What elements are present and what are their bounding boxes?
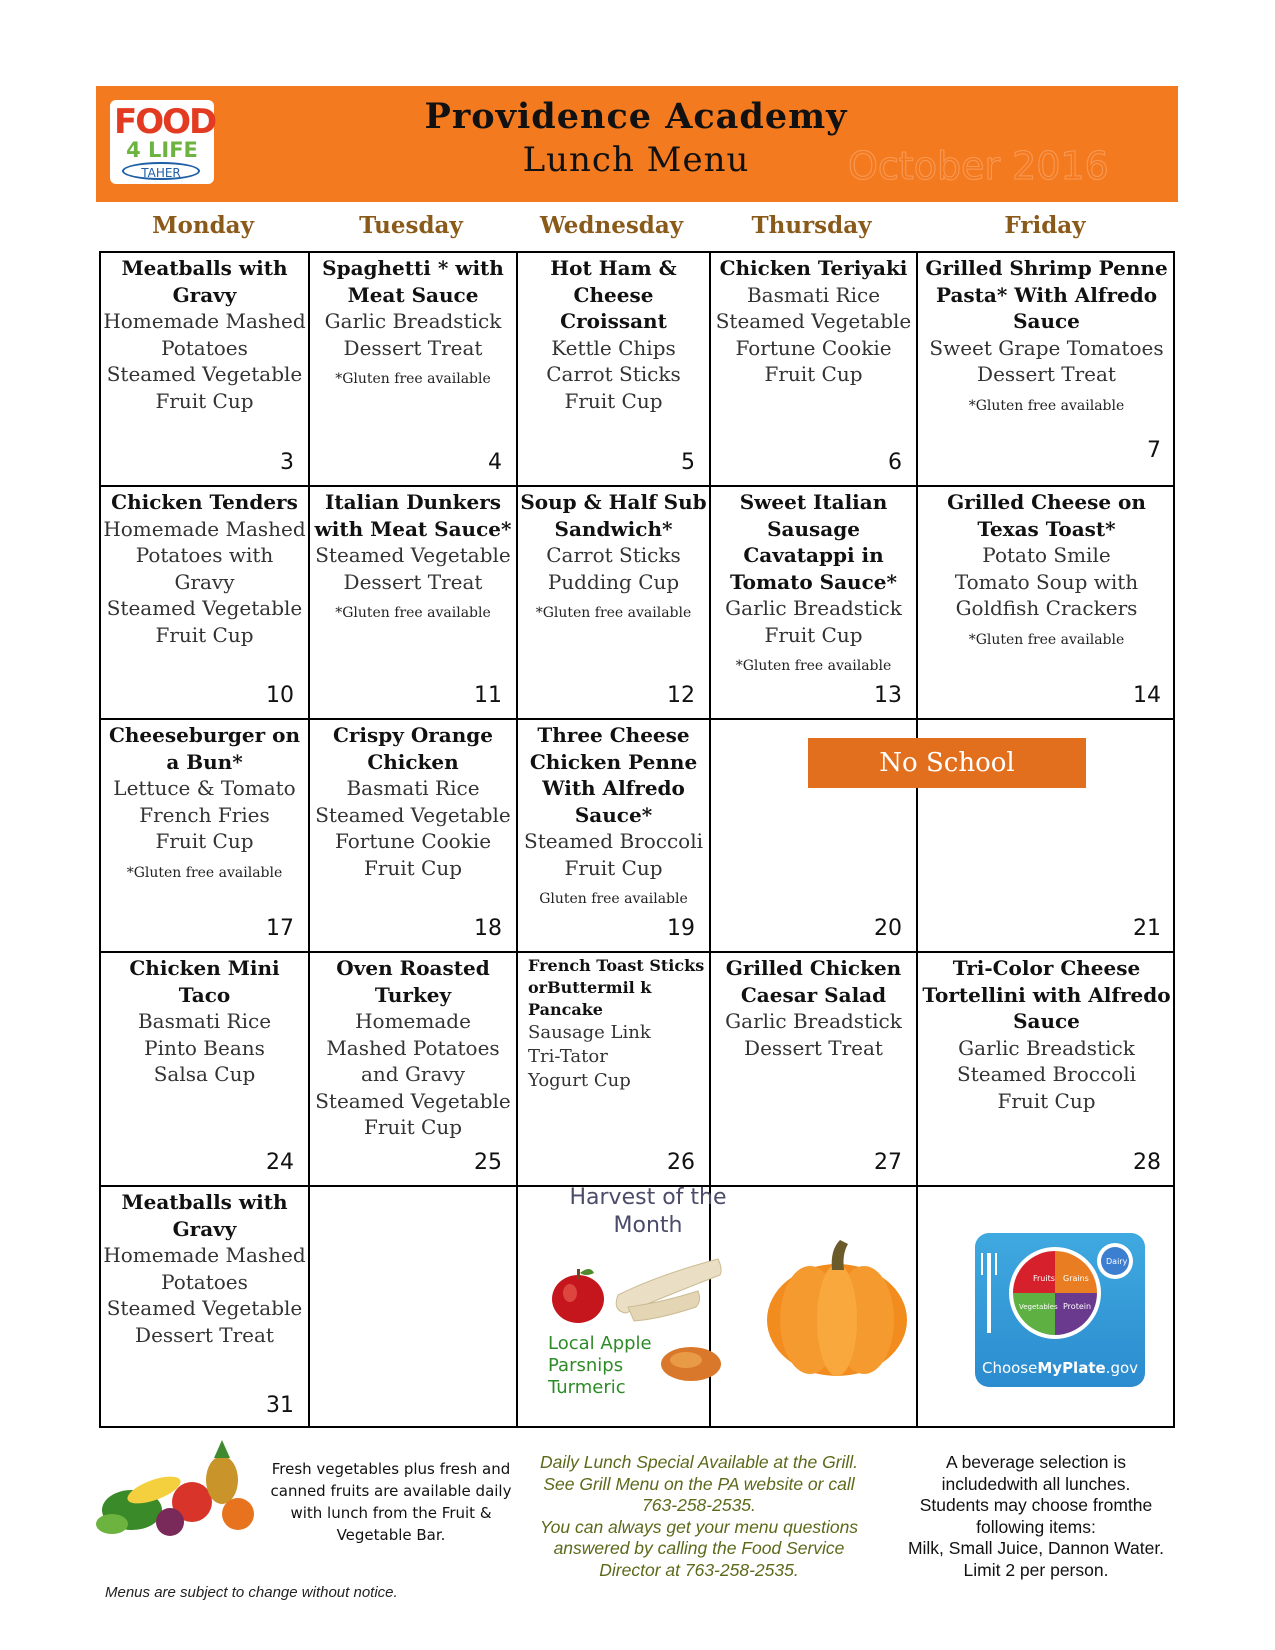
- menu-cell: [101, 720, 308, 951]
- side-item: Fruit Cup: [155, 622, 254, 647]
- side-item: Steamed Broccoli: [957, 1062, 1136, 1086]
- menu-cell: [518, 720, 709, 951]
- side-item: Homemade Mashed Potatoes: [103, 1243, 306, 1294]
- gluten-free-note: *Gluten free available: [968, 631, 1125, 648]
- side-item: Fruit Cup: [363, 1115, 463, 1139]
- day-friday: Friday: [1004, 212, 1086, 239]
- menu-cell: [101, 953, 308, 1185]
- side-item: Fruit Cup: [997, 1088, 1096, 1113]
- day-number: 18: [474, 916, 502, 941]
- turmeric-icon: [658, 1336, 724, 1384]
- side-item: Steamed Vegetable: [106, 1296, 303, 1320]
- entree: Meatballs with Gravy: [121, 256, 288, 307]
- school-title: Providence Academy: [424, 96, 848, 137]
- myplate-wordmark: ChooseMyPlate.gov: [981, 1359, 1139, 1377]
- myplate-label-fruits: Fruits: [1033, 1274, 1055, 1283]
- gluten-free-note: *Gluten free available: [335, 605, 491, 621]
- side-item: Salsa Cup: [153, 1062, 256, 1086]
- fresh-produce-note: Fresh vegetables plus fresh and canned fruits are available daily with lunch from the Fruit & Vegetable Bar.: [270, 1460, 512, 1544]
- menu-subtitle: Lunch Menu: [522, 140, 750, 180]
- side-item: Steamed Vegetable: [315, 543, 511, 567]
- harvest-list: [548, 1333, 658, 1399]
- side-item: Dessert Treat: [135, 1322, 274, 1347]
- change-notice: Menus are subject to change without notice.: [105, 1584, 398, 1601]
- day-number: 12: [667, 683, 695, 708]
- gluten-free-note: *Gluten free available: [126, 864, 283, 881]
- gluten-free-note: *Gluten free available: [535, 605, 692, 621]
- menu-cell: [310, 953, 516, 1185]
- side-item: Steamed Vegetable: [315, 802, 511, 827]
- menu-cell: [101, 253, 308, 485]
- entree: Tri-Color Cheese Tortellini with Alfredo Sauce: [922, 956, 1171, 1033]
- side-item: Basmati Rice: [137, 1009, 272, 1033]
- side-item: Potato Smile: [982, 543, 1111, 567]
- side-item: Fruit Cup: [564, 388, 663, 413]
- day-number: 11: [474, 683, 502, 708]
- side-item: Dessert Treat: [343, 335, 483, 360]
- side-item: Fruit Cup: [564, 855, 663, 880]
- entree: Meatballs with Gravy: [121, 1190, 288, 1241]
- side-item: Yogurt Cup: [528, 1070, 631, 1091]
- side-item: Fortune Cookie: [334, 829, 492, 853]
- fruits-vegetables-icon: [92, 1440, 262, 1540]
- menu-cell: [101, 487, 308, 718]
- menu-cell: [711, 953, 916, 1185]
- side-item: Dessert Treat: [744, 1035, 883, 1060]
- daily-special-note: Daily Lunch Special Available at the Grill. See Grill Menu on the PA website or call 763-258-2535. You can always get your menu questions answered by calling the Food Service Director at 763-258-2535.: [539, 1452, 859, 1580]
- menu-cell: [711, 253, 916, 485]
- gluten-free-note: Gluten free available: [539, 891, 688, 907]
- side-item: Dessert Treat: [343, 569, 483, 594]
- entree: Oven Roasted Turkey: [336, 956, 490, 1007]
- day-number: 27: [874, 1150, 902, 1175]
- menu-cell: [918, 953, 1175, 1185]
- entree: Chicken Tenders: [111, 490, 298, 514]
- menu-cell: [518, 953, 709, 1185]
- myplate-label-dairy: Dairy: [1106, 1257, 1128, 1266]
- day-number: 24: [266, 1150, 294, 1175]
- myplate-label-grains: Grains: [1063, 1274, 1089, 1283]
- entree: Cheeseburger on a Bun*: [108, 723, 301, 774]
- day-number: 3: [280, 450, 294, 475]
- day-number: 4: [488, 450, 502, 475]
- side-item: Steamed Vegetable: [715, 309, 912, 333]
- entree: Chicken Mini Taco: [129, 956, 280, 1007]
- side-item: Garlic Breadstick: [725, 596, 902, 620]
- side-item: Garlic Breadstick: [958, 1035, 1135, 1060]
- entree: Spaghetti * with Meat Sauce: [322, 256, 504, 307]
- day-number: 21: [1133, 916, 1161, 941]
- side-item: Fruit Cup: [155, 388, 254, 413]
- side-item: Dessert Treat: [977, 362, 1116, 386]
- side-item: Steamed Broccoli: [524, 829, 703, 853]
- day-number: 19: [667, 916, 695, 941]
- menu-cell: [310, 487, 516, 718]
- side-item: Carrot Sticks: [546, 362, 681, 386]
- entree: Grilled Chicken Caesar Salad: [725, 956, 902, 1007]
- side-item: Garlic Breadstick: [324, 309, 502, 333]
- entree: Grilled Cheese on Texas Toast*: [947, 490, 1146, 541]
- day-names-row: [99, 208, 1175, 244]
- side-item: Tri-Tator: [528, 1046, 608, 1067]
- day-monday: Monday: [152, 212, 254, 239]
- side-item: Tomato Soup with Goldfish Crackers: [954, 569, 1139, 620]
- side-item: Pinto Beans: [144, 1035, 265, 1060]
- side-item: French Fries: [139, 802, 270, 827]
- side-item: Lettuce & Tomato: [113, 776, 296, 800]
- entree: Italian Dunkers with Meat Sauce*: [314, 490, 512, 541]
- menu-cell: [918, 253, 1175, 485]
- day-number: 31: [266, 1393, 294, 1418]
- day-number: 28: [1133, 1150, 1161, 1175]
- myplate-icon: [975, 1233, 1145, 1353]
- myplate-label-vegetables: Vegetables: [1019, 1303, 1058, 1311]
- side-item: Fruit Cup: [764, 622, 863, 647]
- side-item: Homemade Mashed Potatoes: [103, 309, 306, 360]
- entree: Chicken Teriyaki: [719, 256, 908, 280]
- gluten-free-note: *Gluten free available: [968, 397, 1125, 414]
- harvest-title: Harvest of the Month: [569, 1185, 727, 1238]
- myplate-label-protein: Protein: [1063, 1302, 1092, 1311]
- entree: Hot Ham & Cheese Croissant: [550, 256, 677, 333]
- menu-cell: [310, 720, 516, 951]
- menu-cell: [518, 253, 709, 485]
- side-item: Basmati Rice: [346, 776, 480, 800]
- side-item: Sausage Link: [528, 1022, 651, 1043]
- beverage-note: A beverage selection is includedwith all lunches. Students may choose fromthe following items: Milk, Small Juice, Dannon Water. Limit 2 per person.: [907, 1452, 1165, 1580]
- harvest-item: Turmeric: [548, 1377, 626, 1398]
- entree: Sweet Italian Sausage Cavatappi in Tomato Sauce*: [730, 490, 897, 594]
- entree: Soup & Half Sub Sandwich*: [520, 490, 707, 541]
- side-item: Steamed Vegetable: [315, 1088, 511, 1113]
- menu-month: October 2016: [848, 144, 1109, 188]
- entree: Grilled Shrimp Penne Pasta* With Alfredo Sauce: [925, 256, 1168, 333]
- side-item: Kettle Chips: [551, 335, 676, 360]
- side-item: Garlic Breadstick: [725, 1009, 902, 1033]
- day-thursday: Thursday: [751, 212, 872, 239]
- side-item: Fruit Cup: [155, 829, 254, 853]
- day-number: 13: [874, 683, 902, 708]
- day-wednesday: Wednesday: [539, 212, 684, 239]
- day-number: 17: [266, 916, 294, 941]
- menu-header: [96, 86, 1178, 202]
- side-item: Fortune Cookie: [735, 335, 892, 360]
- day-number: 6: [888, 450, 902, 475]
- side-item: Carrot Sticks: [546, 543, 681, 567]
- menu-cell: [918, 487, 1175, 718]
- side-item: Sweet Grape Tomatoes: [929, 335, 1164, 360]
- entree: French Toast Sticks orButtermil k Pancake: [528, 956, 705, 1019]
- harvest-item: Parsnips: [548, 1355, 624, 1376]
- day-number: 25: [474, 1150, 502, 1175]
- menu-cell: [101, 1187, 308, 1428]
- menu-cell: [711, 487, 916, 718]
- side-item: Pudding Cup: [547, 569, 680, 594]
- side-item: Fruit Cup: [363, 855, 463, 880]
- entree: Three Cheese Chicken Penne With Alfredo Sauce*: [529, 723, 698, 827]
- menu-cell: [310, 253, 516, 485]
- entree: Crispy Orange Chicken: [332, 723, 494, 774]
- side-item: Fruit Cup: [764, 362, 863, 386]
- no-school-banner: No School: [808, 738, 1086, 788]
- side-item: Homemade Mashed Potatoes and Gravy: [326, 1009, 500, 1086]
- food-4-life-logo: FOOD 4 LIFE TAHER: [110, 100, 214, 184]
- day-number: 26: [667, 1150, 695, 1175]
- menu-cell: [518, 487, 709, 718]
- side-item: Homemade Mashed Potatoes with Gravy: [103, 516, 306, 594]
- pumpkin-icon: [762, 1232, 912, 1382]
- harvest-item: Local Apple: [548, 1333, 652, 1354]
- day-number: 20: [874, 916, 902, 941]
- day-tuesday: Tuesday: [359, 212, 463, 239]
- day-number: 7: [1147, 438, 1161, 463]
- gluten-free-note: *Gluten free available: [335, 371, 491, 387]
- apple-parsnip-icon: [548, 1255, 728, 1335]
- side-item: Steamed Vegetable: [106, 362, 303, 386]
- side-item: Steamed Vegetable: [106, 596, 303, 620]
- day-number: 14: [1133, 683, 1161, 708]
- choose-myplate-logo: [975, 1233, 1145, 1387]
- gluten-free-note: *Gluten free available: [735, 658, 892, 674]
- side-item: Basmati Rice: [746, 282, 881, 307]
- day-number: 10: [266, 683, 294, 708]
- day-number: 5: [681, 450, 695, 475]
